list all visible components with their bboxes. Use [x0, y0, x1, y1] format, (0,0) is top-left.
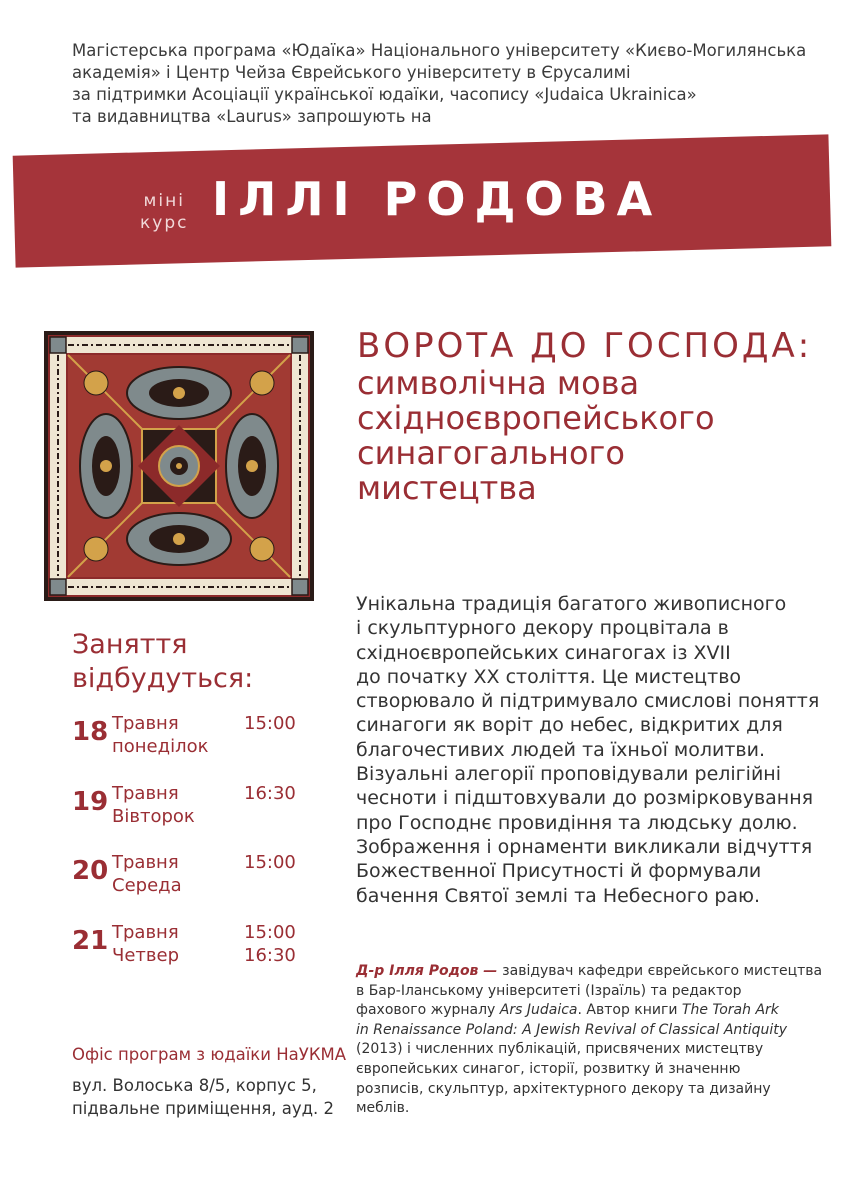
banner-title: ІЛЛІ РОДОВА — [212, 172, 662, 226]
description-line: і скульптурного декору процвітала в — [356, 617, 729, 640]
session-month: Травня — [112, 852, 179, 873]
schedule-session — [72, 852, 312, 902]
subtitle-line: східноєвропейського — [357, 399, 715, 437]
session-time: 15:00 — [244, 852, 296, 873]
journal-title: Ars Judaica — [499, 1002, 578, 1019]
schedule-heading — [72, 628, 253, 696]
intro-line: академія» і Центр Чейза Єврейського університету в Єрусалимі — [72, 63, 631, 82]
session-weekday: Четвер — [112, 945, 180, 966]
synagogue-ceiling-artwork — [44, 331, 314, 601]
address-line: вул. Волоська 8/5, корпус 5, — [72, 1076, 317, 1095]
description-line: до початку XX століття. Це мистецтво — [356, 665, 742, 688]
mini-course-label — [140, 190, 188, 234]
bio-line — [356, 1001, 822, 1021]
office-title: Офіс програм з юдаїки НаУКМА — [72, 1045, 347, 1064]
session-weekday: Вівторок — [112, 806, 195, 827]
subtitle-line: синагогального — [357, 434, 625, 472]
description-line: Візуальні алегорії проповідували релігійні — [356, 763, 781, 786]
bio-line: (2013) і численних публікацій, присвячених мистецтву — [356, 1041, 764, 1058]
bio-dash: — — [478, 963, 503, 979]
session-time: 15:00 — [244, 922, 296, 943]
description-line: Божественної Присутності й формували — [356, 860, 762, 883]
lecture-subtitle — [357, 366, 715, 506]
lecture-title: ВОРОТА ДО ГОСПОДА: — [357, 326, 813, 366]
session-weekday: Середа — [112, 875, 182, 896]
address-line: підвальне приміщення, ауд. 2 — [72, 1099, 335, 1118]
bio-line: європейських синагог, історії, розвитку й значенню — [356, 1060, 741, 1077]
speaker-bio — [356, 962, 822, 1119]
session-time: 16:30 — [244, 783, 296, 804]
bio-line: в Бар-Іланському університеті (Ізраїль) та редактор — [356, 982, 742, 999]
description-line: синагоги як воріт до небес, відкритих для — [356, 714, 783, 737]
bio-text: завідувач кафедри єврейського мистецтва — [502, 963, 823, 979]
bio-text: . Автор книги — [577, 1002, 682, 1019]
description-line: благочестивих людей та їхньої молитви. — [356, 738, 766, 761]
description-line: Унікальна традиція багатого живописного — [356, 593, 787, 615]
intro-line: Магістерська програма «Юдаїка» Національного університету «Києво-Могилянська — [72, 41, 807, 60]
course-word: курс — [140, 213, 189, 233]
intro-line: за підтримки Асоціації української юдаїки, часопису «Judaica Ukrainica» — [72, 85, 697, 104]
speaker-name: Д-р Ілля Родов — [356, 963, 479, 979]
session-time-2: 16:30 — [244, 945, 296, 966]
session-day: 18 — [72, 717, 109, 747]
bio-line — [356, 1021, 822, 1041]
subtitle-line: мистецтва — [357, 469, 537, 507]
schedule-session — [72, 783, 312, 833]
session-month: Травня — [112, 783, 179, 804]
session-day: 19 — [72, 787, 109, 817]
intro-line: та видавництва «Laurus» запрошують на — [72, 107, 432, 126]
schedule-heading-line: Заняття — [72, 629, 188, 660]
bio-text: фахового журналу — [356, 1002, 500, 1019]
session-month: Травня — [112, 713, 179, 734]
book-title: The Torah Ark — [681, 1002, 779, 1019]
description-line: Зображення і орнаменти викликали відчуття — [356, 835, 813, 858]
mini-word: міні — [143, 191, 185, 211]
book-title: in Renaissance Poland: A Jewish Revival of Classical Antiquity — [356, 1021, 788, 1038]
description-line: чесноти і підштовхували до розмірковування — [356, 787, 814, 810]
schedule-session — [72, 713, 312, 763]
bio-line: розписів, скульптур, архітектурного декору та дизайну — [356, 1080, 771, 1097]
schedule-heading-line: відбудуться: — [72, 663, 254, 694]
description-line: створювало й підтримувало смислові поняття — [356, 690, 820, 713]
bio-line — [356, 962, 822, 982]
subtitle-line: символічна мова — [357, 364, 640, 402]
session-day: 21 — [72, 926, 109, 956]
description-line: східноєвропейських синагогах із XVII — [356, 641, 731, 664]
schedule-session — [72, 922, 312, 972]
intro-text — [72, 40, 812, 128]
session-month: Травня — [112, 922, 179, 943]
description-line: бачення Святої землі та Небесного раю. — [356, 884, 761, 907]
course-description — [356, 592, 819, 908]
bio-line: меблів. — [356, 1100, 410, 1117]
office-address — [72, 1074, 334, 1120]
session-weekday: понеділок — [112, 736, 209, 757]
session-day: 20 — [72, 856, 109, 886]
session-time: 15:00 — [244, 713, 296, 734]
description-line: про Господнє провидіння та людську долю. — [356, 811, 798, 834]
